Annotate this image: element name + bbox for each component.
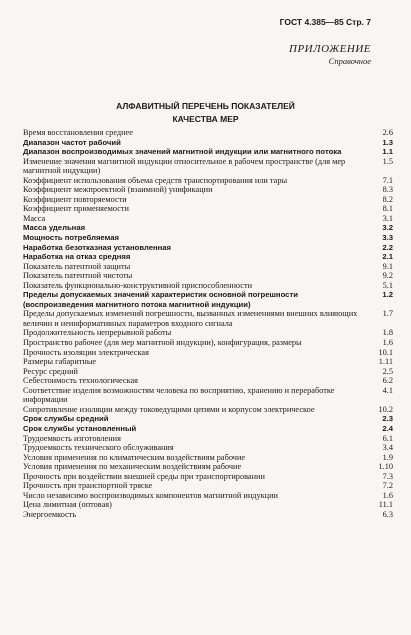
appendix-subtitle: Справочное (328, 56, 371, 66)
list-item (23, 243, 393, 253)
list-item (23, 138, 393, 148)
entry-ref: 3.2 (382, 223, 393, 233)
entry-ref: 1.8 (382, 328, 393, 338)
entry-ref: 3.3 (382, 233, 393, 243)
entry-text: Размеры габаритные (23, 357, 97, 367)
list-item (23, 195, 393, 205)
entry-ref: 2.5 (382, 366, 393, 376)
list-item (23, 414, 393, 424)
entry-text: Условия применения по климатическим воздействиям рабочие (23, 452, 246, 462)
list-item (23, 290, 393, 309)
entry-text: Трудоемкость изготовления (23, 433, 121, 443)
entry-text: Диапазон воспроизводимых значений магнитной индукции или магнитного потока (23, 147, 342, 157)
entry-text: Пространство рабочее (для мер магнитной индукции), конфигурация, размеры (23, 338, 302, 348)
list-item (23, 204, 393, 214)
appendix-title: ПРИЛОЖЕНИЕ (289, 43, 371, 55)
entry-text: Себестоимость технологическая (23, 376, 138, 386)
list-item (23, 128, 393, 138)
entry-ref: 1.11 (378, 357, 393, 367)
entry-text: Сопротивление изоляции между токоведущими цепями и корпусом электрическое (23, 404, 315, 414)
entry-text: Наработка на отказ средняя (23, 252, 131, 262)
entry-text: Показатель функционально-конструктивной приспособленности (23, 280, 253, 290)
list-item (23, 500, 393, 510)
entry-text: Время восстановления среднее (23, 128, 133, 137)
entry-text: Изменение значения магнитной индукции относительное в рабочем пространстве (для мер магнитной индукции) (23, 156, 346, 176)
entry-text: Трудоемкость технического обслуживания (23, 443, 174, 453)
entry-text: Мощность потребляемая (23, 233, 119, 243)
list-item (23, 223, 393, 233)
entry-text: Соответствие изделия возможностям человека по восприятию, хранению и переработке информации (23, 385, 335, 405)
list-item (23, 252, 393, 262)
entry-text: Продолжительность непрерывной работы (23, 328, 172, 338)
list-item (23, 309, 393, 328)
entry-ref: 8.3 (382, 185, 393, 195)
list-item (23, 157, 393, 176)
index-title (0, 100, 411, 126)
list-item (23, 424, 393, 434)
entry-text: Коэффициент межпроектной (взаимной) унификации (23, 185, 213, 195)
entry-ref: 1.2 (382, 290, 393, 300)
entry-ref: 9.2 (382, 271, 393, 281)
entry-ref: 1.5 (382, 156, 393, 166)
entry-ref: 10.1 (378, 347, 393, 357)
list-item (23, 367, 393, 377)
list-item (23, 348, 393, 358)
entry-text: Коэффициент повторяемости (23, 194, 127, 204)
entry-ref: 2.3 (382, 414, 393, 424)
entry-text: Показатель патентной чистоты (23, 271, 133, 281)
list-item (23, 147, 393, 157)
entry-ref: 9.1 (382, 261, 393, 271)
entry-ref: 8.2 (382, 194, 393, 204)
entry-ref: 1.7 (382, 309, 393, 319)
entry-ref: 4.1 (382, 385, 393, 395)
list-item (23, 472, 393, 482)
list-item (23, 281, 393, 291)
entry-ref: 7.2 (382, 481, 393, 491)
list-item (23, 405, 393, 415)
list-item (23, 481, 393, 491)
appendix-label (289, 43, 371, 66)
entry-ref: 10.2 (378, 404, 393, 414)
index-title-line-2: КАЧЕСТВА МЕР (172, 114, 239, 124)
list-item (23, 453, 393, 463)
list-item (23, 328, 393, 338)
entry-ref: 1.6 (382, 338, 393, 348)
entry-ref: 3.1 (382, 213, 393, 223)
entry-ref: 8.1 (382, 204, 393, 214)
index-title-line-1: АЛФАВИТНЫЙ ПЕРЕЧЕНЬ ПОКАЗАТЕЛЕЙ (116, 101, 295, 111)
entry-text: Цена лимитная (оптовая) (23, 500, 112, 510)
index-list (23, 128, 393, 519)
entry-text: Масса (23, 213, 46, 223)
entry-ref: 2.6 (382, 128, 393, 137)
entry-text: Прочность изоляции электрическая (23, 347, 149, 357)
list-item (23, 462, 393, 472)
entry-ref: 1.1 (382, 147, 393, 157)
list-item (23, 443, 393, 453)
entry-text: Энергоемкость (23, 509, 77, 519)
list-item (23, 271, 393, 281)
list-item (23, 185, 393, 195)
entry-text: Прочность при воздействии внешней среды при транспортировании (23, 471, 265, 481)
entry-text: Срок службы установленный (23, 423, 137, 433)
entry-ref: 3.4 (382, 443, 393, 453)
page-header: ГОСТ 4.385—85 Стр. 7 (279, 17, 371, 27)
entry-text: Условия применения по механическим воздействиям рабочие (23, 462, 242, 472)
entry-ref: 7.3 (382, 471, 393, 481)
list-item (23, 262, 393, 272)
entry-text: Коэффициент применяемости (23, 204, 129, 214)
entry-text: Диапазон частот рабочий (23, 137, 121, 147)
list-item (23, 376, 393, 386)
entry-ref: 7.1 (382, 175, 393, 185)
entry-ref: 6.2 (382, 376, 393, 386)
entry-text: Пределы допускаемых изменений погрешности, вызванных изменениями внешних влияющих величин и неинформативных параметров входного сигнала (23, 309, 358, 328)
entry-ref: 5.1 (382, 280, 393, 290)
list-item (23, 214, 393, 224)
entry-ref: 2.4 (382, 423, 393, 433)
entry-text: Наработка безотказная установленная (23, 242, 172, 252)
entry-ref: 2.2 (382, 242, 393, 252)
entry-text: Масса удельная (23, 223, 86, 233)
entry-ref: 11.1 (378, 500, 393, 510)
entry-text: Число независимо воспроизводимых компонентов магнитной индукции (23, 490, 278, 500)
entry-text: Показатель патентной защиты (23, 261, 131, 271)
list-item (23, 233, 393, 243)
list-item (23, 491, 393, 501)
entry-ref: 2.1 (382, 252, 393, 262)
list-item (23, 434, 393, 444)
entry-ref: 1.10 (378, 462, 393, 472)
list-item (23, 176, 393, 186)
entry-text: Прочность при транспортной тряске (23, 481, 153, 491)
entry-ref: 1.9 (382, 452, 393, 462)
list-item (23, 338, 393, 348)
list-item (23, 357, 393, 367)
entry-text: Пределы допускаемых значений характеристик основной погрешности (воспроизведения магнитного потока магнитной индукции) (23, 290, 298, 309)
entry-text: Срок службы средний (23, 414, 109, 424)
entry-ref: 6.3 (382, 509, 393, 519)
entry-ref: 6.1 (382, 433, 393, 443)
entry-text: Ресурс средний (23, 366, 78, 376)
entry-ref: 1.3 (382, 137, 393, 147)
list-item (23, 386, 393, 405)
list-item (23, 510, 393, 520)
entry-text: Коэффициент использования объема средств транспортирования или тары (23, 175, 288, 185)
entry-ref: 1.6 (382, 490, 393, 500)
